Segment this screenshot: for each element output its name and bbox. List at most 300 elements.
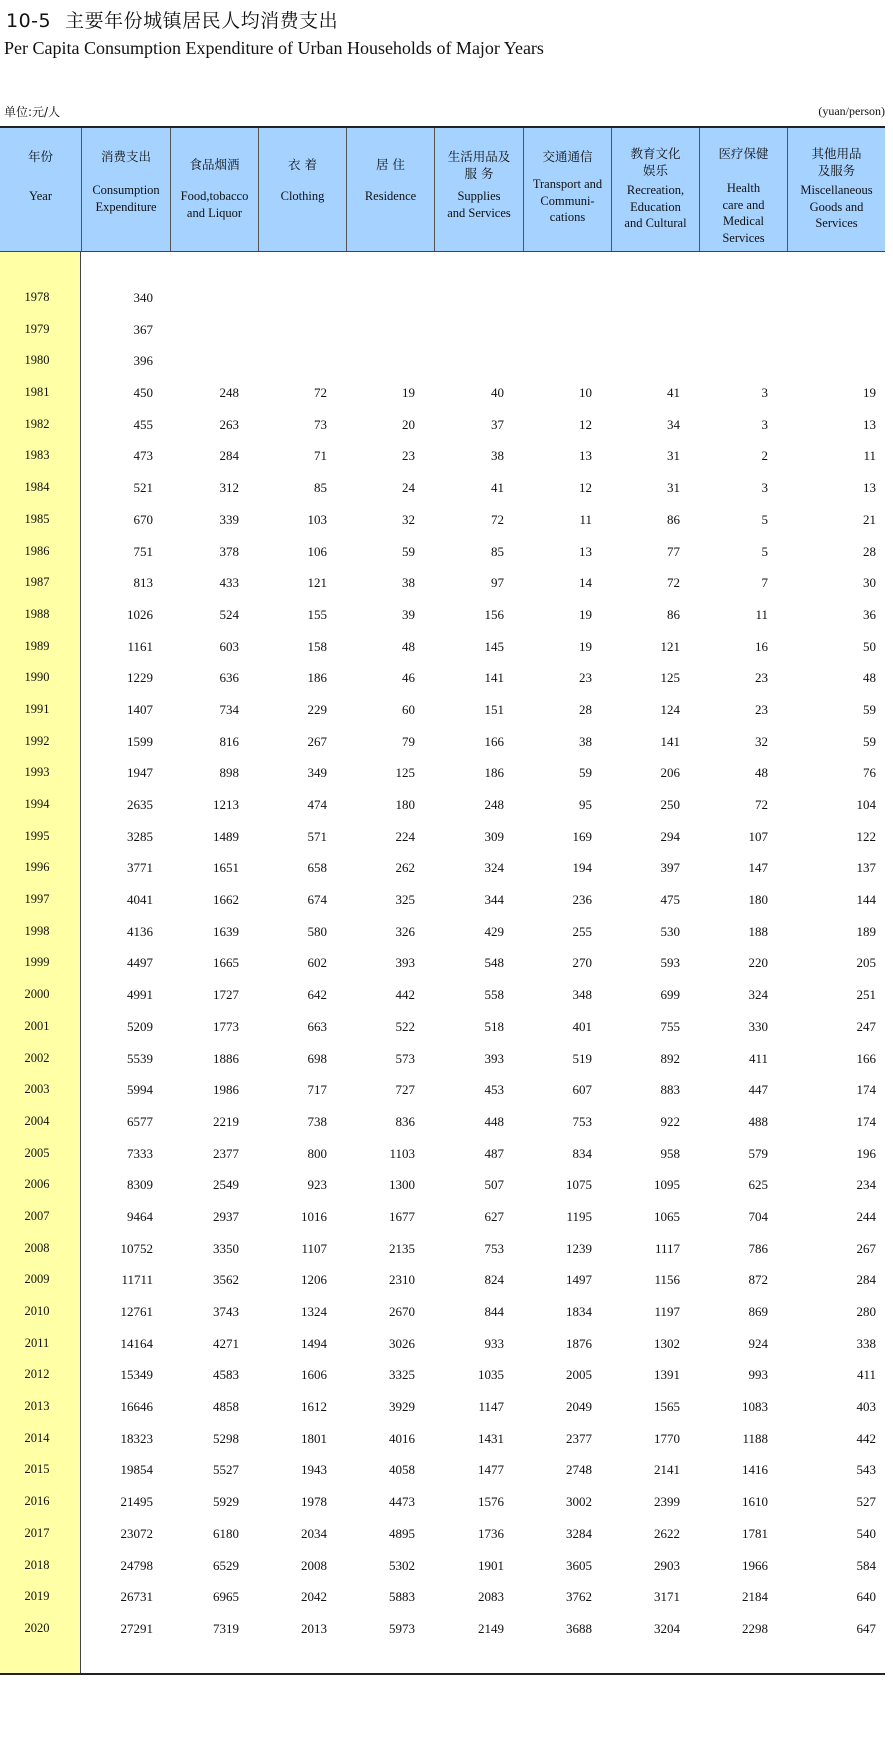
- cell-residence: 522: [395, 1018, 415, 1034]
- year-cell: 1980: [24, 353, 50, 368]
- cell-misc: 234: [856, 1177, 876, 1193]
- cell-food: 3743: [213, 1304, 239, 1319]
- cell-health: 2: [761, 448, 768, 464]
- cell-misc: 36: [863, 606, 876, 622]
- cell-transport: 3688: [566, 1620, 592, 1636]
- year-cell: 1983: [24, 448, 50, 463]
- table-row: [0, 662, 885, 694]
- cell-food: 312: [219, 480, 239, 496]
- year-cell: 1985: [24, 511, 50, 526]
- table-row: [0, 536, 885, 568]
- cell-supplies: 37: [491, 416, 504, 432]
- cell-clothing: 349: [307, 765, 327, 781]
- table-row: [0, 1550, 885, 1582]
- cell-clothing: 738: [307, 1113, 327, 1129]
- cell-residence: 4016: [389, 1430, 415, 1446]
- year-cell: 1992: [24, 733, 50, 748]
- cell-recreation: 3171: [654, 1589, 680, 1605]
- table-row: [0, 567, 885, 599]
- cell-health: 180: [748, 892, 768, 908]
- cell-consumption: 9464: [127, 1208, 153, 1224]
- table-row: [0, 1423, 885, 1455]
- cell-transport: 1834: [566, 1304, 592, 1319]
- cell-transport: 3002: [566, 1494, 592, 1510]
- cell-residence: 59: [402, 543, 415, 559]
- table-row: [0, 1138, 885, 1170]
- cell-transport: 519: [572, 1050, 592, 1066]
- cell-misc: 244: [856, 1208, 876, 1224]
- cell-misc: 28: [863, 543, 876, 559]
- cell-clothing: 571: [307, 828, 327, 844]
- cell-residence: 180: [395, 797, 415, 812]
- header-consumption-en: Consumption Expenditure: [92, 183, 160, 214]
- cell-food: 1489: [213, 828, 239, 844]
- cell-residence: 573: [395, 1050, 415, 1066]
- cell-consumption: 521: [133, 480, 153, 496]
- year-cell: 2019: [24, 1589, 50, 1604]
- cell-supplies: 72: [491, 511, 504, 527]
- cell-health: 3: [761, 385, 768, 401]
- table-row: [0, 282, 885, 314]
- cell-transport: 2377: [566, 1430, 592, 1446]
- cell-health: 107: [748, 828, 768, 844]
- cell-clothing: 674: [307, 892, 327, 908]
- cell-food: 4858: [213, 1399, 239, 1415]
- cell-recreation: 31: [667, 480, 680, 496]
- cell-transport: 1876: [566, 1335, 592, 1351]
- cell-food: 2937: [213, 1208, 239, 1224]
- table-row: [0, 1264, 885, 1296]
- header-supplies-cn: 生活用品及 服 务: [447, 149, 511, 181]
- cell-residence: 224: [395, 828, 415, 844]
- cell-health: 1610: [742, 1494, 768, 1510]
- table-title-cn: [6, 6, 338, 33]
- cell-consumption: 1161: [127, 638, 153, 654]
- cell-supplies: 487: [484, 1145, 504, 1161]
- cell-residence: 2135: [389, 1240, 415, 1256]
- cell-clothing: 602: [307, 955, 327, 971]
- cell-recreation: 1117: [654, 1240, 680, 1256]
- cell-food: 1665: [213, 955, 239, 971]
- cell-recreation: 206: [660, 765, 680, 781]
- cell-misc: 174: [856, 1082, 876, 1098]
- cell-recreation: 883: [660, 1082, 680, 1098]
- cell-food: 2549: [213, 1177, 239, 1193]
- cell-misc: 411: [856, 1367, 876, 1383]
- cell-clothing: 1324: [301, 1304, 327, 1319]
- cell-transport: 10: [579, 385, 592, 401]
- cell-supplies: 1431: [478, 1430, 504, 1446]
- year-cell: 1994: [24, 797, 50, 811]
- year-cell: 1991: [24, 701, 50, 716]
- cell-supplies: 429: [484, 923, 504, 939]
- year-cell: 2012: [24, 1367, 50, 1382]
- cell-consumption: 367: [133, 321, 153, 337]
- table-row: [0, 1454, 885, 1486]
- header-recreation: [611, 128, 699, 251]
- header-year-en: Year: [28, 189, 53, 203]
- cell-transport: 12: [579, 480, 592, 496]
- cell-clothing: 1107: [301, 1240, 327, 1256]
- cell-consumption: 26731: [120, 1589, 153, 1605]
- cell-residence: 19: [402, 385, 415, 401]
- cell-residence: 325: [395, 892, 415, 908]
- cell-consumption: 4041: [127, 892, 153, 908]
- cell-food: 7319: [213, 1620, 239, 1636]
- header-recreation-cn: 教育文化 娱乐: [630, 146, 681, 178]
- cell-supplies: 1736: [478, 1525, 504, 1541]
- cell-misc: 267: [856, 1240, 876, 1256]
- year-cell: 1981: [24, 385, 50, 400]
- cell-clothing: 2042: [301, 1589, 327, 1605]
- cell-transport: 753: [572, 1113, 592, 1129]
- cell-supplies: 186: [484, 765, 504, 781]
- year-cell: 2018: [24, 1557, 50, 1572]
- cell-health: 324: [748, 987, 768, 1003]
- year-cell: 2000: [24, 987, 50, 1002]
- cell-recreation: 530: [660, 923, 680, 939]
- cell-health: 625: [748, 1177, 768, 1193]
- cell-clothing: 2034: [301, 1525, 327, 1541]
- cell-consumption: 5209: [127, 1018, 153, 1034]
- year-cell: 2013: [24, 1399, 50, 1414]
- cell-transport: 3605: [566, 1557, 592, 1573]
- table-row: [0, 694, 885, 726]
- cell-supplies: 151: [484, 701, 504, 717]
- header-clothing: [258, 128, 346, 251]
- cell-consumption: 15349: [120, 1367, 153, 1383]
- cell-food: 248: [219, 385, 239, 401]
- title-cn-text: 主要年份城镇居民人均消费支出: [65, 10, 339, 32]
- unit-cn: 单位:元/人: [4, 105, 61, 119]
- cell-transport: 348: [572, 987, 592, 1003]
- cell-misc: 11: [863, 448, 876, 464]
- cell-supplies: 141: [484, 670, 504, 686]
- cell-food: 339: [219, 511, 239, 527]
- year-cell: 1997: [24, 892, 50, 907]
- cell-clothing: 72: [314, 385, 327, 401]
- header-year-cn: 年份: [27, 149, 53, 164]
- table-row: [0, 1613, 885, 1645]
- cell-clothing: 155: [307, 606, 327, 622]
- cell-food: 603: [219, 638, 239, 654]
- cell-health: 23: [755, 670, 768, 686]
- cell-food: 898: [219, 765, 239, 781]
- table-row: [0, 1201, 885, 1233]
- cell-recreation: 1391: [654, 1367, 680, 1383]
- cell-transport: 2005: [566, 1367, 592, 1383]
- cell-consumption: 12761: [120, 1304, 153, 1319]
- cell-recreation: 86: [667, 606, 680, 622]
- cell-consumption: 6577: [127, 1113, 153, 1129]
- cell-consumption: 3771: [127, 860, 153, 876]
- table-body: [0, 282, 885, 1645]
- cell-consumption: 23072: [120, 1525, 153, 1541]
- cell-supplies: 324: [484, 860, 504, 876]
- cell-clothing: 106: [307, 543, 327, 559]
- cell-recreation: 755: [660, 1018, 680, 1034]
- cell-health: 32: [755, 733, 768, 749]
- cell-misc: 284: [856, 1272, 876, 1288]
- cell-residence: 4473: [389, 1494, 415, 1510]
- cell-recreation: 892: [660, 1050, 680, 1066]
- cell-misc: 251: [856, 987, 876, 1003]
- cell-misc: 144: [856, 892, 876, 908]
- cell-health: 16: [755, 638, 768, 654]
- cell-recreation: 2399: [654, 1494, 680, 1510]
- cell-clothing: 1494: [301, 1335, 327, 1351]
- table-row: [0, 1486, 885, 1518]
- cell-residence: 1677: [389, 1208, 415, 1224]
- cell-recreation: 2622: [654, 1525, 680, 1541]
- header-food-cn: 食品烟酒: [189, 157, 240, 172]
- cell-misc: 122: [856, 828, 876, 844]
- table-row: [0, 472, 885, 504]
- cell-clothing: 1612: [301, 1399, 327, 1415]
- cell-food: 1651: [213, 860, 239, 876]
- cell-consumption: 10752: [120, 1240, 153, 1256]
- cell-consumption: 4497: [127, 955, 153, 971]
- cell-transport: 3762: [566, 1589, 592, 1605]
- header-residence: [346, 128, 434, 251]
- cell-clothing: 186: [307, 670, 327, 686]
- year-cell: 1986: [24, 543, 50, 558]
- cell-consumption: 396: [133, 353, 153, 369]
- cell-transport: 1075: [566, 1177, 592, 1193]
- cell-residence: 60: [402, 701, 415, 717]
- cell-supplies: 41: [491, 480, 504, 496]
- cell-misc: 442: [856, 1430, 876, 1446]
- header-recreation-en: Recreation, Education and Cultural: [624, 183, 687, 230]
- table-number: 10-5: [6, 10, 52, 32]
- cell-recreation: 1095: [654, 1177, 680, 1193]
- cell-recreation: 1156: [654, 1272, 680, 1288]
- cell-clothing: 1943: [301, 1462, 327, 1478]
- cell-transport: 59: [579, 765, 592, 781]
- cell-consumption: 8309: [127, 1177, 153, 1193]
- cell-clothing: 71: [314, 448, 327, 464]
- cell-health: 3: [761, 480, 768, 496]
- cell-transport: 236: [572, 892, 592, 908]
- cell-supplies: 453: [484, 1082, 504, 1098]
- header-transport: [523, 128, 611, 251]
- cell-residence: 3325: [389, 1367, 415, 1383]
- table-row: [0, 1011, 885, 1043]
- cell-food: 3562: [213, 1272, 239, 1288]
- cell-supplies: 2149: [478, 1620, 504, 1636]
- cell-residence: 2310: [389, 1272, 415, 1288]
- cell-recreation: 1565: [654, 1399, 680, 1415]
- cell-consumption: 11711: [121, 1272, 153, 1288]
- cell-clothing: 1016: [301, 1208, 327, 1224]
- header-health: [699, 128, 787, 251]
- cell-clothing: 580: [307, 923, 327, 939]
- header-residence-cn: 居 住: [376, 157, 405, 172]
- cell-misc: 50: [863, 638, 876, 654]
- table-row: [0, 1359, 885, 1391]
- cell-health: 1083: [742, 1399, 768, 1415]
- cell-residence: 125: [395, 765, 415, 781]
- cell-transport: 270: [572, 955, 592, 971]
- cell-recreation: 958: [660, 1145, 680, 1161]
- cell-misc: 403: [856, 1399, 876, 1415]
- cell-food: 2377: [213, 1145, 239, 1161]
- cell-consumption: 16646: [120, 1399, 153, 1415]
- cell-consumption: 2635: [127, 797, 153, 812]
- cell-misc: 76: [863, 765, 876, 781]
- year-cell: 1993: [24, 765, 50, 780]
- table-row: [0, 1233, 885, 1265]
- cell-clothing: 923: [307, 1177, 327, 1193]
- cell-recreation: 1302: [654, 1335, 680, 1351]
- year-cell: 2020: [24, 1620, 50, 1635]
- cell-transport: 2049: [566, 1399, 592, 1415]
- cell-supplies: 156: [484, 606, 504, 622]
- cell-clothing: 103: [307, 511, 327, 527]
- cell-food: 4583: [213, 1367, 239, 1383]
- cell-supplies: 448: [484, 1113, 504, 1129]
- year-cell: 2011: [24, 1335, 50, 1350]
- cell-recreation: 2903: [654, 1557, 680, 1573]
- cell-consumption: 24798: [120, 1557, 153, 1573]
- cell-transport: 13: [579, 543, 592, 559]
- cell-health: 1966: [742, 1557, 768, 1573]
- cell-food: 816: [219, 733, 239, 749]
- header-misc-en: Miscellaneous Goods and Services: [800, 183, 873, 230]
- cell-consumption: 7333: [127, 1145, 153, 1161]
- table-row: [0, 916, 885, 948]
- cell-health: 488: [748, 1113, 768, 1129]
- cell-health: 869: [748, 1304, 768, 1319]
- cell-transport: 95: [579, 797, 592, 812]
- year-cell: 1990: [24, 670, 50, 685]
- table-row: [0, 599, 885, 631]
- table-title-en: Per Capita Consumption Expenditure of Urban Households of Major Years: [4, 38, 544, 58]
- table-row: [0, 726, 885, 758]
- cell-residence: 46: [402, 670, 415, 686]
- cell-food: 1213: [213, 797, 239, 812]
- year-cell: 2008: [24, 1240, 50, 1255]
- year-cell: 2010: [24, 1304, 50, 1318]
- cell-clothing: 73: [314, 416, 327, 432]
- table-row: [0, 1518, 885, 1550]
- cell-residence: 23: [402, 448, 415, 464]
- cell-consumption: 4991: [127, 987, 153, 1003]
- cell-recreation: 141: [660, 733, 680, 749]
- cell-clothing: 2008: [301, 1557, 327, 1573]
- cell-consumption: 19854: [120, 1462, 153, 1478]
- year-cell: 2001: [24, 1018, 50, 1033]
- year-cell: 2003: [24, 1082, 50, 1097]
- cell-clothing: 698: [307, 1050, 327, 1066]
- cell-food: 6965: [213, 1589, 239, 1605]
- cell-residence: 4058: [389, 1462, 415, 1478]
- cell-transport: 2748: [566, 1462, 592, 1478]
- cell-health: 7: [761, 575, 768, 591]
- cell-consumption: 18323: [120, 1430, 153, 1446]
- cell-residence: 727: [395, 1082, 415, 1098]
- cell-transport: 1239: [566, 1240, 592, 1256]
- cell-food: 6180: [213, 1525, 239, 1541]
- header-clothing-en: Clothing: [280, 189, 325, 203]
- cell-transport: 23: [579, 670, 592, 686]
- cell-recreation: 41: [667, 385, 680, 401]
- cell-supplies: 1901: [478, 1557, 504, 1573]
- cell-supplies: 844: [484, 1304, 504, 1319]
- cell-transport: 38: [579, 733, 592, 749]
- year-cell: 1979: [24, 321, 50, 336]
- table-row: [0, 1581, 885, 1613]
- header-consumption: [81, 128, 170, 251]
- cell-health: 3: [761, 416, 768, 432]
- cell-food: 5298: [213, 1430, 239, 1446]
- header-transport-en: Transport and Communi- cations: [532, 177, 603, 224]
- cell-misc: 19: [863, 385, 876, 401]
- cell-food: 1773: [213, 1018, 239, 1034]
- cell-recreation: 125: [660, 670, 680, 686]
- cell-consumption: 751: [133, 543, 153, 559]
- cell-clothing: 663: [307, 1018, 327, 1034]
- table-row: [0, 1106, 885, 1138]
- cell-health: 2184: [742, 1589, 768, 1605]
- cell-supplies: 518: [484, 1018, 504, 1034]
- cell-recreation: 593: [660, 955, 680, 971]
- cell-consumption: 5994: [127, 1082, 153, 1098]
- header-misc-cn: 其他用品 及服务: [811, 146, 862, 178]
- cell-residence: 38: [402, 575, 415, 591]
- year-cell: 1995: [24, 828, 50, 843]
- year-cell: 1998: [24, 923, 50, 938]
- year-cell: 1996: [24, 860, 50, 875]
- cell-residence: 2670: [389, 1304, 415, 1319]
- cell-food: 636: [219, 670, 239, 686]
- cell-consumption: 455: [133, 416, 153, 432]
- cell-recreation: 699: [660, 987, 680, 1003]
- cell-clothing: 121: [307, 575, 327, 591]
- table-row: [0, 1391, 885, 1423]
- cell-misc: 30: [863, 575, 876, 591]
- cell-clothing: 2013: [301, 1620, 327, 1636]
- year-cell: 2006: [24, 1177, 50, 1192]
- cell-health: 1188: [742, 1430, 768, 1446]
- cell-clothing: 658: [307, 860, 327, 876]
- cell-health: 993: [748, 1367, 768, 1383]
- cell-consumption: 1947: [127, 765, 153, 781]
- cell-supplies: 627: [484, 1208, 504, 1224]
- cell-misc: 137: [856, 860, 876, 876]
- cell-residence: 326: [395, 923, 415, 939]
- cell-residence: 5302: [389, 1557, 415, 1573]
- header-transport-cn: 交通通信: [542, 149, 593, 164]
- cell-food: 1727: [213, 987, 239, 1003]
- cell-clothing: 229: [307, 701, 327, 717]
- cell-supplies: 97: [491, 575, 504, 591]
- cell-transport: 607: [572, 1082, 592, 1098]
- cell-recreation: 34: [667, 416, 680, 432]
- cell-residence: 3929: [389, 1399, 415, 1415]
- cell-food: 1986: [213, 1082, 239, 1098]
- table-row: [0, 789, 885, 821]
- cell-residence: 3026: [389, 1335, 415, 1351]
- table-row: [0, 884, 885, 916]
- year-cell: 1982: [24, 416, 50, 431]
- year-cell: 2007: [24, 1208, 50, 1223]
- cell-misc: 338: [856, 1335, 876, 1351]
- year-cell: 2017: [24, 1525, 50, 1540]
- cell-clothing: 800: [307, 1145, 327, 1161]
- year-cell: 1987: [24, 575, 50, 590]
- header-misc: [787, 128, 885, 251]
